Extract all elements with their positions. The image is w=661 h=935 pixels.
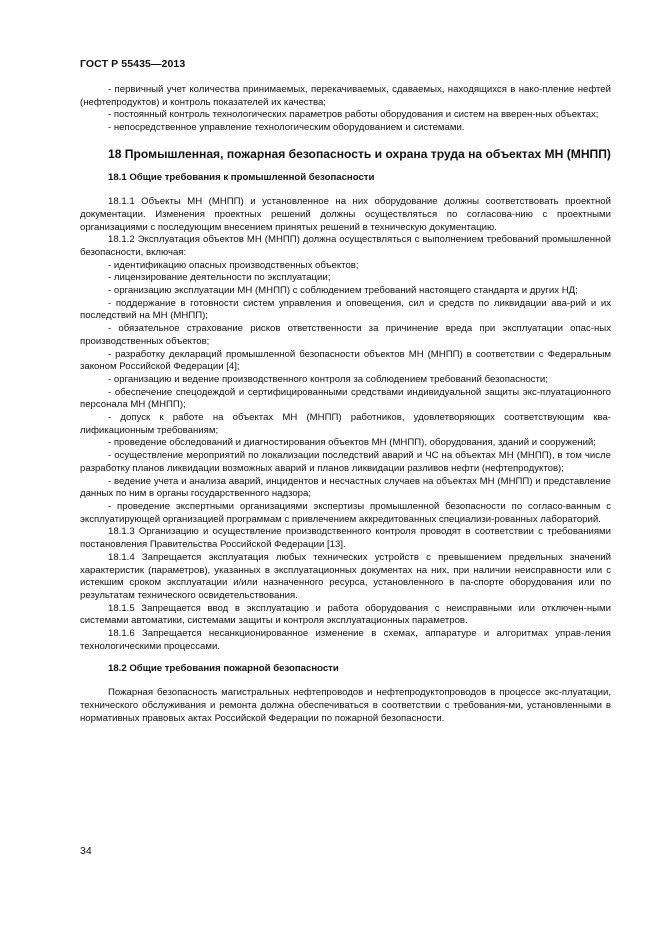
document-header: ГОСТ Р 55435—2013 bbox=[80, 58, 186, 70]
subsection-heading-18-2: 18.2 Общие требования пожарной безопасности bbox=[108, 663, 339, 675]
list-item: - разработку деклараций промышленной безопасности объектов МН (МНПП) в соответствии с Федеральным законом Российской Федерации [4]; bbox=[80, 348, 611, 373]
subsection-heading-18-1: 18.1 Общие требования к промышленной безопасности bbox=[108, 172, 375, 184]
paragraph: - первичный учет количества принимаемых, перекачиваемых, сдаваемых, находящихся в нако-пление нефтей (нефтепродуктов) и контроль показателей их качества; bbox=[80, 84, 611, 108]
list-item: - проведение экспертными организациями экспертизы промышленной безопасности по согласо-ванным с эксплуатирующей организацией программам с привлечением аккредитованных специализи-рованных лабораторий. bbox=[80, 500, 611, 525]
list-item: - осуществление мероприятий по локализации последствий аварий и ЧС на объектах МН (МНПП), в том числе разработку планов ликвидации возможных аварий и планов ликвидации разливов нефти (нефтепродуктов); bbox=[80, 450, 611, 474]
document-body bbox=[80, 84, 611, 725]
section-heading-18: 18 Промышленная, пожарная безопасность и охрана труда на объектах МН (МНПП) bbox=[108, 146, 611, 161]
paragraph: 18.1.3 Организацию и осуществление производственного контроля проводят в соответствии с требованиями постановления Правительства Российской Федерации [13]. bbox=[80, 526, 611, 551]
list-item: - организацию и ведение производственного контроля за соблюдением требований безопасности; bbox=[108, 373, 548, 385]
list-item: - допуск к работе на объектах МН (МНПП) работников, удовлетворяющих соответствующим ква-лификационным требованиям; bbox=[80, 412, 611, 436]
page-number: 34 bbox=[80, 845, 92, 857]
paragraph: 18.1.6 Запрещается несанкционированное изменение в схемах, аппаратуре и алгоритмах управ-ления технологическими процессами. bbox=[80, 628, 611, 652]
list-item: - обязательное страхование рисков ответственности за причинение вреда при эксплуатации опас-ных производственных объектов; bbox=[80, 323, 611, 347]
paragraph: Пожарная безопасность магистральных нефтепроводов и нефтепродуктопроводов в процессе экс-плуатации, технического обслуживания и ремонта должна обеспечиваться в соответствии с требования-ми, установленными в нормативных правовых актах Российской Федерации по пожарной безопасности. bbox=[80, 687, 611, 724]
list-item: - ведение учета и анализа аварий, инцидентов и несчастных случаев на объектах МН (МНПП) и представление данных по ним в органы государственного надзора; bbox=[80, 475, 611, 500]
list-item: - лицензирование деятельности по эксплуатации; bbox=[108, 272, 331, 284]
paragraph: 18.1.4 Запрещается эксплуатация любых технических устройств с превышением предельных значений характеристик (параметров), указанных в эксплуатационных документах на них, при наличии неисправности или с истекшим сроком эксплуатации и/или назначенного ресурса, установленного в па-спорте оборудования или по результатам технического освидетельствования. bbox=[80, 551, 611, 601]
list-item: - проведение обследований и диагностирования объектов МН (МНПП), оборудования, зданий и сооружений; bbox=[108, 437, 596, 449]
paragraph: - непосредственное управление технологическим оборудованием и системами. bbox=[108, 122, 465, 134]
list-item: - поддержание в готовности систем управления и оповещения, сил и средств по ликвидации ава-рий и их последствий на МН (МНПП); bbox=[80, 297, 611, 322]
list-item: - идентификацию опасных производственных объектов; bbox=[108, 259, 359, 271]
list-item: - обеспечение спецодеждой и сертифицированными средствами индивидуальной защиты экс-плуатационного персонала МН (МНПП); bbox=[80, 386, 611, 411]
list-item: - организацию эксплуатации МН (МНПП) с соблюдением требований настоящего стандарта и других НД; bbox=[108, 285, 578, 297]
paragraph: 18.1.5 Запрещается ввод в эксплуатацию и работа оборудования с неисправными или отключен-ными системами автоматики, системами защиты и контроля эксплуатационных параметров. bbox=[80, 602, 611, 627]
paragraph: 18.1.2 Эксплуатация объектов МН (МНПП) должна осуществляться с выполнением требований промышленной безопасности, включая: bbox=[80, 234, 611, 258]
paragraph: - постоянный контроль технологических параметров работы оборудования и систем на вверен-ных объектах; bbox=[108, 109, 599, 121]
paragraph: 18.1.1 Объекты МН (МНПП) и установленное на них оборудование должны соответствовать проектной документации. Изменения проектных решений должны осуществляться по согласова-нию с проектными организациями с последующим внесением принятых решений в техническую документацию. bbox=[80, 196, 611, 233]
